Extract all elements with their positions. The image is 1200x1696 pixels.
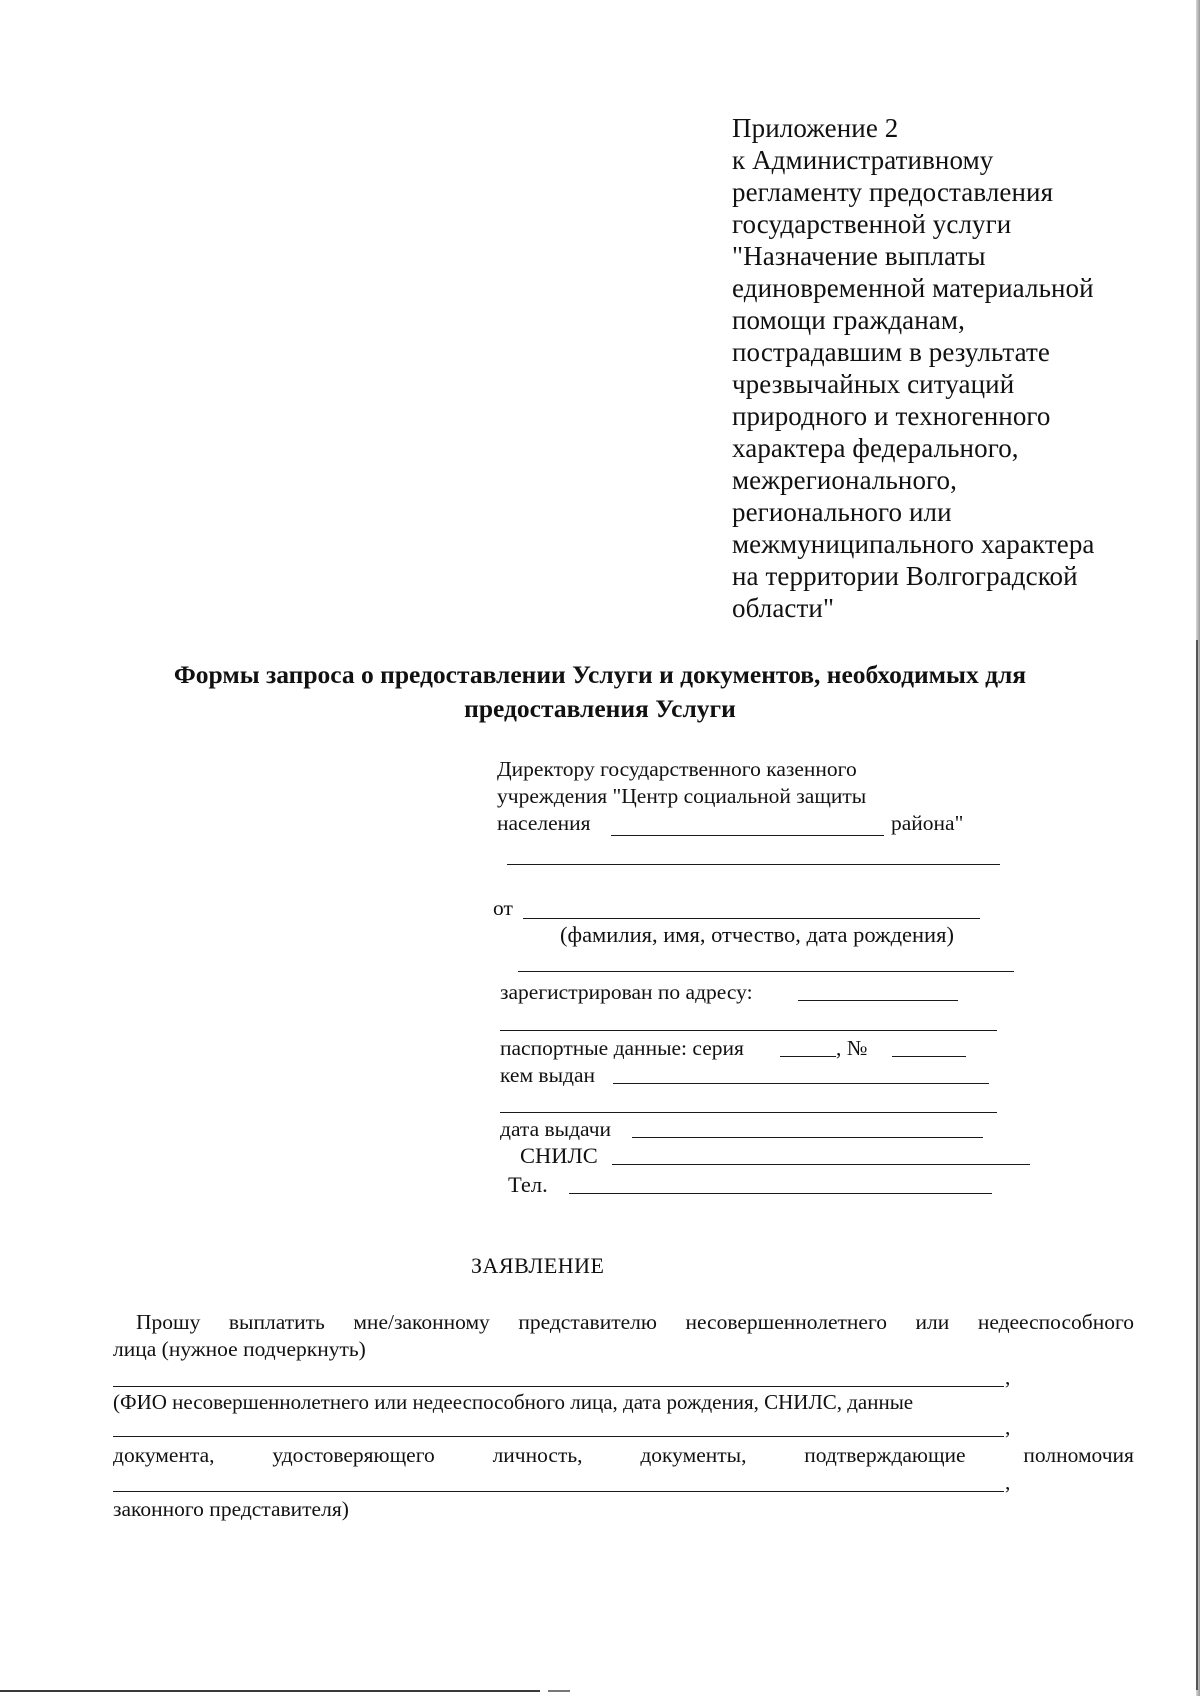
from-label: от <box>493 896 513 920</box>
address-extra-blank[interactable] <box>500 1030 997 1031</box>
statement-word: Прошу <box>136 1310 201 1334</box>
hint-word: полномочия <box>1023 1443 1134 1467</box>
appendix-line: чрезвычайных ситуаций <box>732 369 1015 399</box>
hint-word: документа, <box>113 1443 215 1467</box>
addressee-line3-prefix: населения <box>497 811 591 835</box>
district-blank[interactable] <box>611 835 884 836</box>
applicant-blank-3[interactable] <box>113 1491 1004 1492</box>
appendix-line: характера федерального, <box>732 433 1019 463</box>
appendix-line: государственной услуги <box>732 209 1012 239</box>
addressee-extra-blank[interactable] <box>507 864 1000 865</box>
applicant-blank-1[interactable] <box>113 1386 1004 1387</box>
address-blank[interactable] <box>798 1000 958 1001</box>
statement-word: выплатить <box>228 1310 325 1334</box>
issue-date-label: дата выдачи <box>500 1117 612 1141</box>
applicant-blank-2[interactable] <box>113 1436 1004 1437</box>
appendix-line: природного и техногенного <box>732 401 1051 431</box>
appendix-line: Приложение 2 <box>732 113 899 143</box>
phone-label: Тел. <box>508 1172 548 1197</box>
from-blank[interactable] <box>523 918 980 919</box>
hint-word: удостоверяющего <box>272 1443 435 1467</box>
hint-word: документы, <box>640 1443 747 1467</box>
addressee-line1: Директору государственного казенного <box>497 757 857 781</box>
appendix-line: на территории Волгоградской <box>732 561 1078 591</box>
statement-word: представителю <box>518 1310 657 1334</box>
issue-date-blank[interactable] <box>632 1137 983 1138</box>
forms-title-line2: предоставления Услуги <box>464 694 736 723</box>
appendix-line: помощи гражданам, <box>732 305 965 335</box>
from-extra-blank[interactable] <box>518 971 1014 972</box>
appendix-line: к Административному <box>732 145 994 175</box>
comma-1: , <box>1005 1365 1011 1389</box>
statement-paragraph-line2: лица (нужное подчеркнуть) <box>113 1337 366 1361</box>
issued-by-label: кем выдан <box>500 1063 596 1087</box>
appendix-line: регионального или <box>732 497 952 527</box>
bottom-edge-line-fragment <box>548 1690 570 1692</box>
passport-number-label: , № <box>836 1036 868 1060</box>
snils-label: СНИЛС <box>520 1143 598 1168</box>
page-edge-line <box>1196 640 1198 1690</box>
appendix-line: области" <box>732 593 835 623</box>
addressee-line2: учреждения "Центр социальной защиты <box>497 784 867 808</box>
hint-word: подтверждающие <box>804 1443 966 1467</box>
statement-word: или <box>915 1310 950 1334</box>
appendix-line: межрегионального, <box>732 465 957 495</box>
statement-paragraph-line1 <box>136 1310 1134 1335</box>
appendix-line: пострадавшим в результате <box>732 337 1050 367</box>
appendix-line: межмуниципального характера <box>732 529 1095 559</box>
statement-word: мне/законному <box>353 1310 490 1334</box>
hint-line2 <box>113 1443 1134 1468</box>
hint-word: личность, <box>492 1443 583 1467</box>
issued-by-extra-blank[interactable] <box>500 1112 997 1113</box>
passport-label: паспортные данные: серия <box>500 1036 744 1060</box>
passport-number-blank[interactable] <box>892 1056 966 1057</box>
forms-title-line1: Формы запроса о предоставлении Услуги и документов, необходимых для <box>173 660 1027 689</box>
registered-label: зарегистрирован по адресу: <box>500 980 753 1004</box>
comma-3: , <box>1005 1470 1011 1494</box>
appendix-line: "Назначение выплаты <box>732 241 986 271</box>
phone-blank[interactable] <box>569 1193 992 1194</box>
appendix-header <box>732 112 1172 624</box>
hint-line3: законного представителя) <box>113 1497 349 1521</box>
statement-word: несовершеннолетнего <box>685 1310 887 1334</box>
hint-line1: (ФИО несовершеннолетнего или недееспособного лица, дата рождения, СНИЛС, данные <box>113 1390 914 1414</box>
comma-2: , <box>1005 1415 1011 1439</box>
statement-heading: ЗАЯВЛЕНИЕ <box>471 1253 605 1278</box>
issued-by-blank[interactable] <box>613 1083 989 1084</box>
statement-word: недееспособного <box>977 1310 1134 1334</box>
from-hint: (фамилия, имя, отчество, дата рождения) <box>560 922 954 947</box>
bottom-edge-line <box>0 1690 540 1692</box>
snils-blank[interactable] <box>612 1164 1030 1165</box>
addressee-line3-suffix: района" <box>891 811 964 835</box>
appendix-line: единовременной материальной <box>732 273 1094 303</box>
appendix-line: регламенту предоставления <box>732 177 1054 207</box>
passport-series-blank[interactable] <box>780 1056 836 1057</box>
